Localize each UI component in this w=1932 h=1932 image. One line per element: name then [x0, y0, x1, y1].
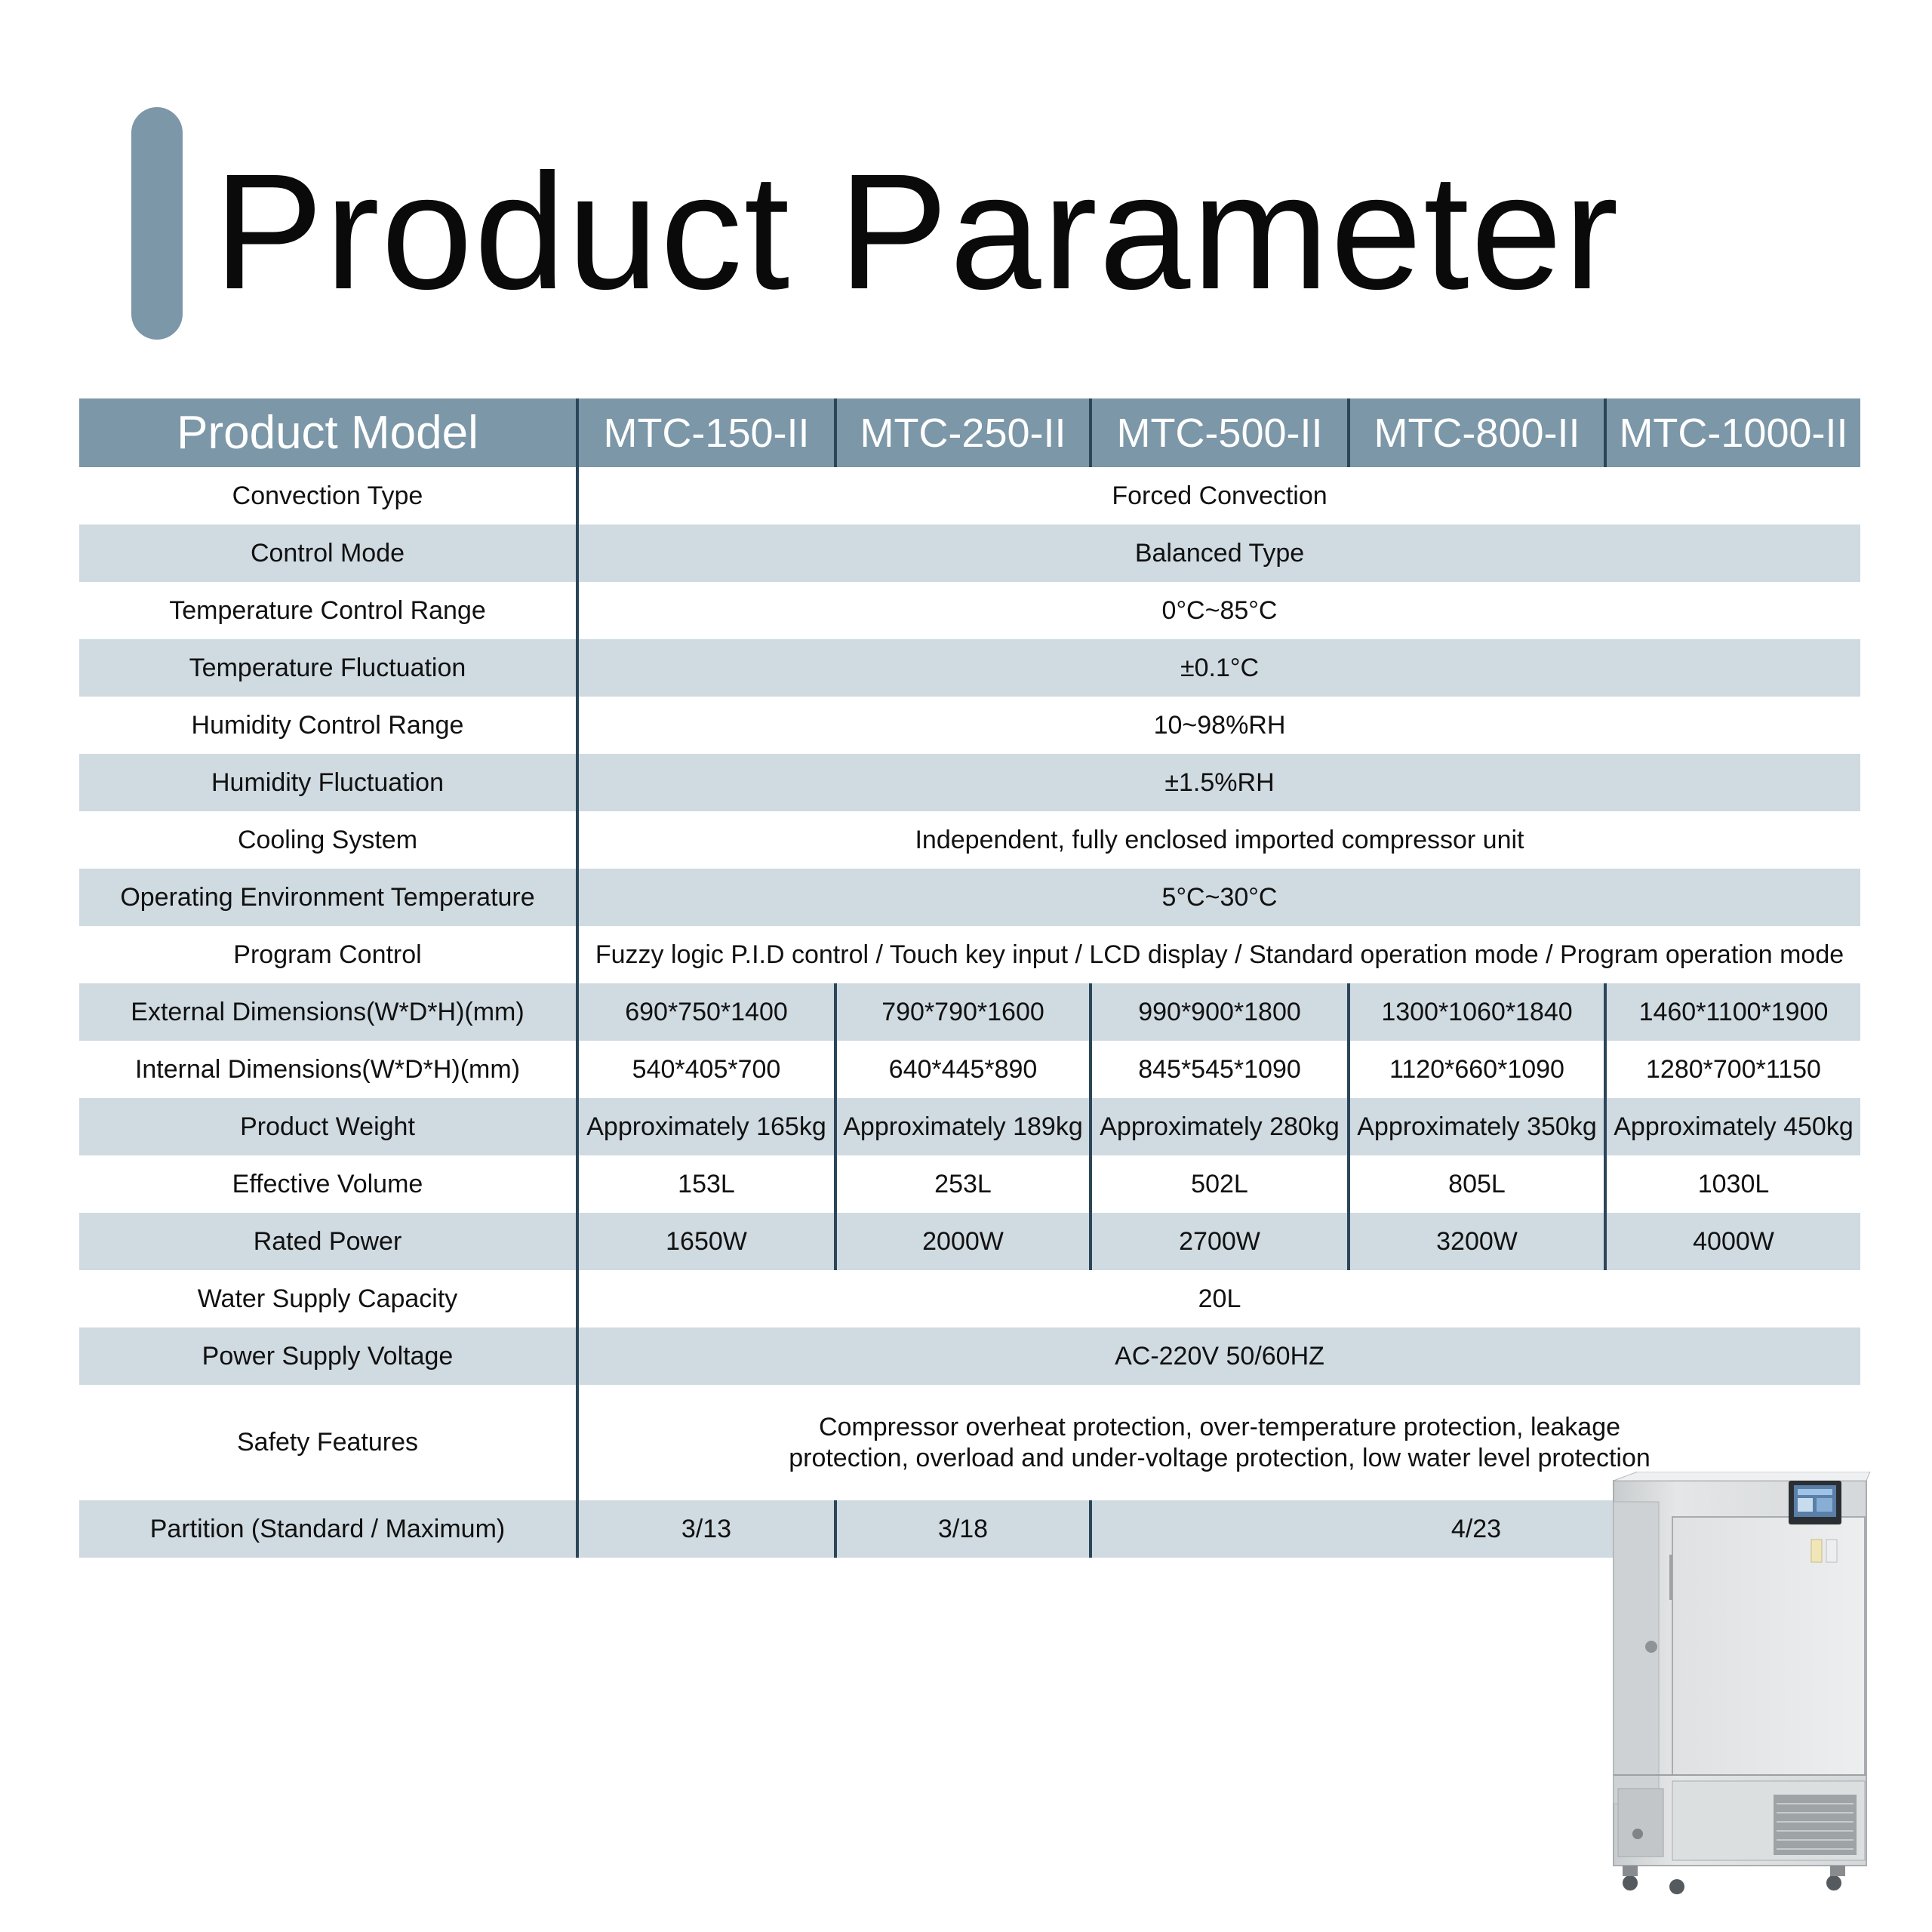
- table-row: [79, 869, 1860, 926]
- table-row: [79, 525, 1860, 582]
- row-cell: Approximately 189kg: [835, 1098, 1091, 1155]
- table-row: [79, 983, 1860, 1041]
- row-value: ±1.5%RH: [577, 754, 1860, 811]
- product-photo: [1607, 1472, 1872, 1894]
- row-cell: 690*750*1400: [577, 983, 835, 1041]
- header-model: MTC-1000-II: [1605, 398, 1860, 467]
- row-label: Program Control: [79, 926, 577, 983]
- row-value: ±0.1°C: [577, 639, 1860, 697]
- table-row: [79, 926, 1860, 983]
- row-cell: 153L: [678, 1169, 735, 1198]
- safety-line-1: Compressor overheat protection, over-temperature protection, leakage: [818, 1412, 1621, 1441]
- row-label: Control Mode: [79, 525, 577, 582]
- header-model: MTC-500-II: [1091, 398, 1349, 467]
- row-cell: 4000W: [1605, 1213, 1860, 1270]
- table-row: [79, 1041, 1860, 1098]
- row-cell: 502L: [1091, 1155, 1349, 1213]
- row-cell: 2000W: [835, 1213, 1091, 1270]
- row-value: AC-220V 50/60HZ: [577, 1327, 1860, 1385]
- row-cell: 990*900*1800: [1091, 983, 1349, 1041]
- row-label: Partition (Standard / Maximum): [79, 1500, 577, 1558]
- row-cell: 1650W: [577, 1213, 835, 1270]
- table-row: [79, 1155, 1860, 1213]
- header-model: MTC-250-II: [835, 398, 1091, 467]
- row-cell: 1300*1060*1840: [1349, 983, 1605, 1041]
- table-row: [79, 1385, 1860, 1500]
- header-product-model: Product Model: [79, 398, 577, 467]
- row-cell: 4/23: [1091, 1500, 1860, 1558]
- title-accent-bar: [131, 107, 183, 340]
- page-title: Product Parameter: [214, 140, 1620, 324]
- row-cell: 790*790*1600: [835, 983, 1091, 1041]
- row-label: Product Weight: [79, 1098, 577, 1155]
- row-value: 10~98%RH: [1153, 710, 1286, 740]
- row-label: Water Supply Capacity: [79, 1270, 577, 1327]
- row-cell: 540*405*700: [632, 1054, 781, 1084]
- row-label: Humidity Fluctuation: [79, 754, 577, 811]
- row-label: Internal Dimensions(W*D*H)(mm): [79, 1041, 577, 1098]
- row-cell: 1120*660*1090: [1349, 1041, 1605, 1098]
- row-value: 20L: [1198, 1284, 1241, 1313]
- row-value: Independent, fully enclosed imported compressor unit: [915, 825, 1524, 854]
- row-label: Operating Environment Temperature: [79, 869, 577, 926]
- row-cell: 1460*1100*1900: [1605, 983, 1860, 1041]
- row-value: Fuzzy logic P.I.D control / Touch key input / LCD display / Standard operation mode / Program operation mode: [595, 940, 1844, 969]
- row-cell: Approximately 165kg: [577, 1098, 835, 1155]
- table-row: [79, 1270, 1860, 1327]
- safety-line-2: protection, overload and under-voltage protection, low water level protection: [789, 1443, 1651, 1472]
- table-row: [79, 811, 1860, 869]
- table-row: [79, 467, 1860, 525]
- row-cell: 253L: [835, 1155, 1091, 1213]
- row-cell: 2700W: [1091, 1213, 1349, 1270]
- row-cell: Approximately 350kg: [1349, 1098, 1605, 1155]
- table-row: [79, 639, 1860, 697]
- row-cell: Approximately 450kg: [1605, 1098, 1860, 1155]
- parameter-table: [79, 398, 1860, 1558]
- table-row: [79, 1500, 1860, 1558]
- row-value: Forced Convection: [1112, 481, 1327, 510]
- row-label: Temperature Control Range: [79, 582, 577, 639]
- table-row: [79, 1327, 1860, 1385]
- header-model: MTC-800-II: [1349, 398, 1605, 467]
- table-row: [79, 697, 1860, 754]
- row-label: Convection Type: [79, 467, 577, 525]
- row-value: 5°C~30°C: [577, 869, 1860, 926]
- row-cell: 1280*700*1150: [1605, 1041, 1860, 1098]
- row-label: Cooling System: [79, 811, 577, 869]
- table-header-row: [79, 398, 1860, 467]
- row-label: Safety Features: [79, 1385, 577, 1500]
- table-row: [79, 1098, 1860, 1155]
- row-value: Balanced Type: [577, 525, 1860, 582]
- row-cell: 3/13: [577, 1500, 835, 1558]
- row-label: Humidity Control Range: [79, 697, 577, 754]
- table-row: [79, 754, 1860, 811]
- row-cell: 3/18: [835, 1500, 1091, 1558]
- row-label: Power Supply Voltage: [79, 1327, 577, 1385]
- row-value: 0°C~85°C: [1161, 595, 1278, 625]
- row-label: Effective Volume: [79, 1155, 577, 1213]
- row-cell: 1030L: [1605, 1155, 1860, 1213]
- row-cell: 805L: [1349, 1155, 1605, 1213]
- table-row: [79, 1213, 1860, 1270]
- row-cell: Approximately 280kg: [1091, 1098, 1349, 1155]
- row-cell: 845*545*1090: [1091, 1041, 1349, 1098]
- table-row: [79, 582, 1860, 639]
- header-model: MTC-150-II: [577, 398, 835, 467]
- row-label: Temperature Fluctuation: [79, 639, 577, 697]
- row-label: Rated Power: [79, 1213, 577, 1270]
- row-cell: 640*445*890: [835, 1041, 1091, 1098]
- row-cell: 3200W: [1349, 1213, 1605, 1270]
- row-label: External Dimensions(W*D*H)(mm): [79, 983, 577, 1041]
